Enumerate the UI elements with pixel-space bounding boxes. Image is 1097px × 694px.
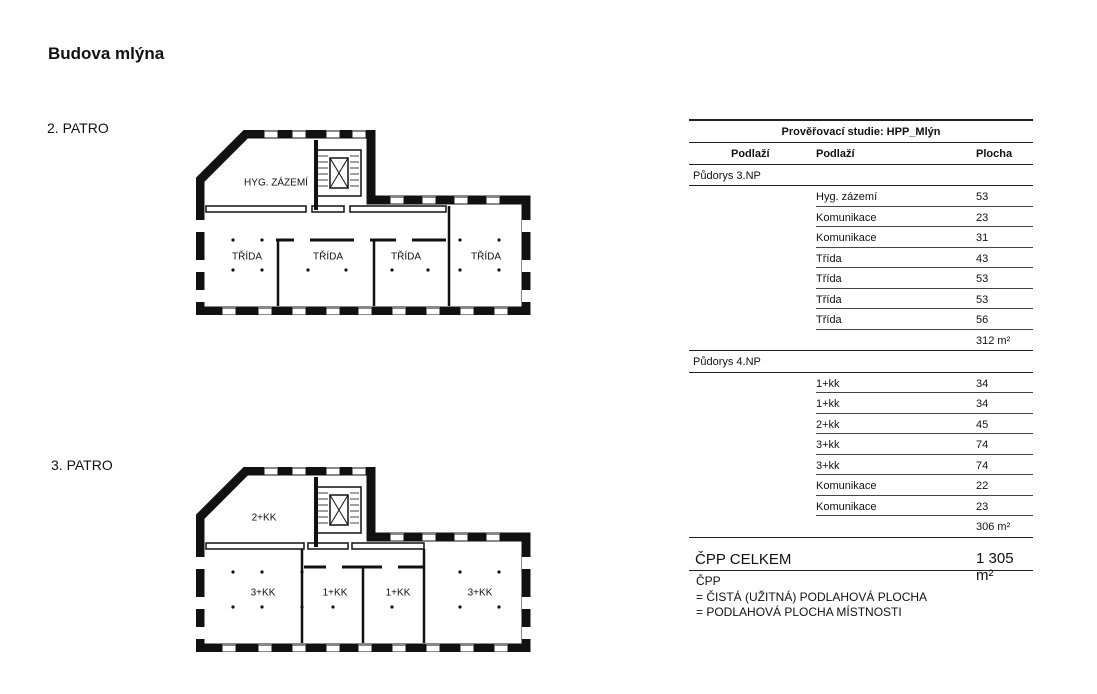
room-label: TŘÍDA <box>313 251 343 263</box>
floor-plan-3-drawing <box>196 467 531 652</box>
table-section-row <box>689 165 1033 187</box>
table-row <box>689 289 1033 310</box>
room-label: 3+KK <box>250 587 276 599</box>
floor-plan-3 <box>196 467 531 652</box>
note-line: = PODLAHOVÁ PLOCHA MÍSTNOSTI <box>696 605 902 619</box>
table-row <box>689 373 1033 394</box>
table-body <box>689 165 1033 538</box>
room-name: 1+kk <box>816 377 840 390</box>
room-name: Komunikace <box>816 500 877 513</box>
table-row <box>689 248 1033 269</box>
room-label: 1+KK <box>385 587 411 599</box>
table-header: Plocha <box>976 148 1013 160</box>
room-label: 1+KK <box>322 587 348 599</box>
area-table <box>689 119 1033 538</box>
table-row <box>689 227 1033 248</box>
total-label: ČPP CELKEM <box>695 551 792 568</box>
table-subtotal-row <box>689 330 1033 352</box>
table-section-row <box>689 351 1033 373</box>
table-row <box>689 496 1033 517</box>
room-name: Třída <box>816 293 842 306</box>
room-name: Třída <box>816 273 842 285</box>
table-row <box>689 414 1033 435</box>
total-value: 1 305 m² <box>976 550 1014 584</box>
table-subtotal-row <box>689 516 1033 538</box>
room-area: 34 <box>976 377 989 390</box>
table-row <box>689 455 1033 476</box>
room-name: Komunikace <box>816 211 877 224</box>
table-row <box>689 207 1033 228</box>
note-line: = ČISTÁ (UŽITNÁ) PODLAHOVÁ PLOCHA <box>696 590 928 604</box>
floor-label-3: 3. PATRO <box>51 457 113 473</box>
table-row <box>689 186 1033 207</box>
room-label: TŘÍDA <box>391 251 421 263</box>
room-area: 74 <box>976 439 989 451</box>
room-area: 74 <box>976 459 989 472</box>
subtotal-value: 312 m² <box>976 334 1011 347</box>
floor-label-2: 2. PATRO <box>47 120 109 136</box>
room-area: 53 <box>976 293 989 306</box>
room-name: Komunikace <box>816 480 877 492</box>
room-name: Hyg. zázemí <box>816 191 878 203</box>
table-header-row <box>689 143 1033 165</box>
room-area: 22 <box>976 480 989 492</box>
room-name: Komunikace <box>816 232 877 244</box>
room-area: 31 <box>976 232 989 244</box>
table-row <box>689 309 1033 330</box>
table-row <box>689 434 1033 455</box>
room-name: Třída <box>816 314 842 326</box>
room-name: Třída <box>816 252 842 265</box>
room-area: 53 <box>976 273 989 285</box>
room-name: 3+kk <box>816 459 840 472</box>
room-area: 23 <box>976 500 989 513</box>
floor-plan-2 <box>196 130 531 315</box>
page-title: Budova mlýna <box>48 44 165 63</box>
room-area: 43 <box>976 252 989 265</box>
note-line: ČPP <box>696 574 721 588</box>
room-name: 1+kk <box>816 398 840 410</box>
table-row <box>689 475 1033 496</box>
table-caption: Prověřovací studie: HPP_Mlýn <box>781 126 941 138</box>
room-area: 53 <box>976 191 989 203</box>
room-label: HYG. ZÁZEMÍ <box>244 177 308 189</box>
room-label: 2+KK <box>251 512 277 524</box>
subtotal-value: 306 m² <box>976 521 1011 533</box>
room-label: 3+KK <box>467 587 493 599</box>
table-caption-row <box>689 119 1033 143</box>
floor-plan-2-drawing <box>196 130 531 315</box>
total-row <box>689 548 1033 584</box>
table-header: Podlaží <box>816 148 855 160</box>
room-name: 2+kk <box>816 418 840 431</box>
room-label: TŘÍDA <box>232 251 262 263</box>
room-area: 23 <box>976 211 989 224</box>
room-label: TŘÍDA <box>471 251 501 263</box>
section-name: Půdorys 3.NP <box>693 169 761 182</box>
room-name: 3+kk <box>816 439 840 451</box>
table-header: Podlaží <box>731 148 770 160</box>
table-row <box>689 393 1033 414</box>
room-area: 45 <box>976 418 989 431</box>
table-row <box>689 268 1033 289</box>
room-area: 56 <box>976 314 989 326</box>
room-area: 34 <box>976 398 989 410</box>
section-name: Půdorys 4.NP <box>693 356 761 368</box>
